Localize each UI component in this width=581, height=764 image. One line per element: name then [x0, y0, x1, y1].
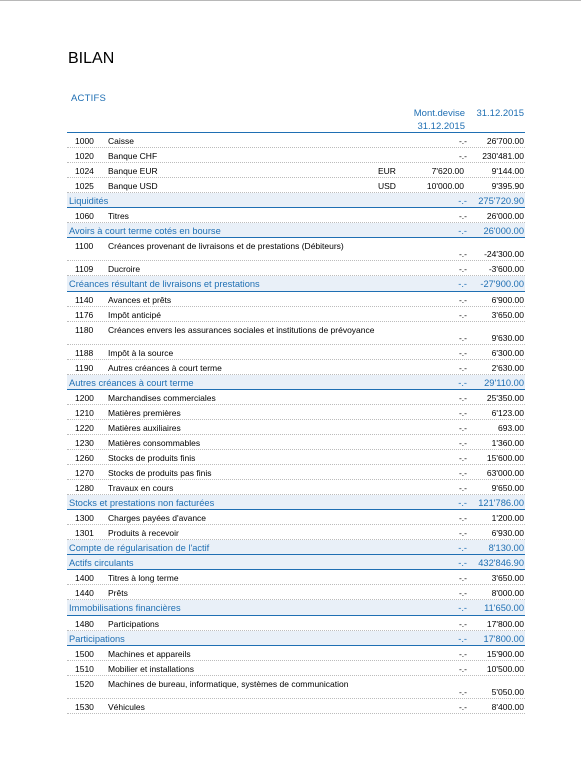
- subtotal-row: [67, 631, 525, 646]
- account-name: Avances et prêts: [108, 294, 172, 305]
- account-dash: -.-: [458, 513, 467, 523]
- subtotal-amount: 11'650.00: [484, 603, 524, 614]
- account-code: 1220: [75, 422, 94, 433]
- account-row: [67, 570, 525, 585]
- account-name: Banque USD: [108, 181, 158, 191]
- subtotal-row: [67, 193, 525, 208]
- account-row: [67, 208, 525, 223]
- account-row: [67, 616, 525, 631]
- account-dash: -.-: [458, 422, 467, 433]
- account-dash: -.-: [458, 294, 467, 305]
- account-row: [67, 435, 525, 450]
- subtotal-dash: -.-: [458, 543, 467, 553]
- subtotal-dash: -.-: [458, 558, 467, 569]
- account-row: [67, 163, 525, 178]
- account-code: 1300: [75, 513, 94, 523]
- header-devise: [380, 107, 465, 133]
- subtotal-label: Autres créances à court terme: [69, 377, 194, 388]
- account-name: Matières consommables: [108, 437, 201, 448]
- account-code: 1025: [75, 181, 94, 191]
- account-dash: -.-: [458, 347, 467, 358]
- account-row: [67, 292, 525, 307]
- account-amount: 8'000.00: [491, 588, 524, 599]
- subtotal-amount: -27'900.00: [480, 279, 524, 290]
- account-code: 1200: [75, 392, 94, 403]
- account-dash: -.-: [458, 362, 467, 373]
- account-dash: -.-: [458, 663, 467, 674]
- account-amount: -24'300.00: [484, 249, 524, 260]
- account-code: 1060: [75, 211, 94, 222]
- subtotal-dash: -.-: [458, 196, 467, 206]
- account-name: Machines de bureau, informatique, systèmes de communication: [108, 678, 349, 689]
- account-amount: 6'123.00: [491, 407, 524, 418]
- subtotal-label: Actifs circulants: [69, 558, 134, 569]
- account-code: 1400: [75, 573, 94, 584]
- account-name: Impôt à la source: [108, 347, 174, 358]
- subtotal-row: [67, 540, 525, 555]
- subtotal-label: Participations: [69, 633, 125, 644]
- account-row: [67, 450, 525, 465]
- account-currency: EUR: [378, 166, 396, 176]
- account-code: 1270: [75, 467, 94, 478]
- account-foreign-amount: 10'000.00: [426, 181, 464, 191]
- account-row: [67, 646, 525, 661]
- subtotal-row: [67, 223, 525, 238]
- account-name: Titres: [108, 211, 129, 222]
- account-amount: 1'360.00: [491, 437, 524, 448]
- subtotal-label: Créances résultant de livraisons et prestations: [69, 279, 260, 290]
- account-name: Stocks de produits finis: [108, 452, 196, 463]
- account-dash: -.-: [458, 467, 467, 478]
- account-row: [67, 405, 525, 420]
- account-row: [67, 465, 525, 480]
- subtotal-row: [67, 555, 525, 570]
- account-dash: -.-: [458, 151, 467, 161]
- account-dash: -.-: [458, 573, 467, 584]
- subtotal-dash: -.-: [458, 279, 467, 290]
- account-code: 1188: [75, 347, 94, 358]
- account-name: Produits à recevoir: [108, 528, 179, 538]
- subtotal-row: [67, 276, 525, 291]
- account-name: Créances envers les assurances sociales et institutions de prévoyance: [108, 324, 375, 335]
- account-code: 1510: [75, 663, 94, 674]
- account-code: 1480: [75, 618, 94, 629]
- account-dash: -.-: [458, 618, 467, 629]
- account-row: [67, 510, 525, 525]
- page-title: BILAN: [68, 50, 115, 67]
- account-name: Stocks de produits pas finis: [108, 467, 212, 478]
- account-dash: -.-: [458, 686, 467, 697]
- account-dash: -.-: [458, 407, 467, 418]
- account-dash: -.-: [458, 482, 467, 493]
- account-amount: 63'000.00: [486, 467, 524, 478]
- account-name: Banque EUR: [108, 166, 158, 176]
- account-row: [67, 360, 525, 375]
- account-row: [67, 585, 525, 600]
- account-dash: -.-: [458, 309, 467, 320]
- account-row: [67, 420, 525, 435]
- account-name: Mobilier et installations: [108, 663, 194, 674]
- account-dash: -.-: [458, 588, 467, 599]
- subtotal-dash: -.-: [458, 633, 467, 644]
- account-dash: -.-: [458, 249, 467, 260]
- account-code: 1230: [75, 437, 94, 448]
- account-amount: 9'650.00: [491, 482, 524, 493]
- section-title: ACTIFS: [71, 93, 106, 104]
- account-dash: -.-: [458, 701, 467, 712]
- account-amount: 6'300.00: [491, 347, 524, 358]
- account-row: [67, 238, 525, 261]
- subtotal-label: Avoirs à court terme cotés en bourse: [69, 226, 221, 237]
- subtotal-amount: 17'800.00: [483, 633, 524, 644]
- subtotal-row: [67, 375, 525, 390]
- account-foreign-amount: 7'620.00: [431, 166, 464, 176]
- account-dash: -.-: [458, 392, 467, 403]
- account-name: Autres créances à court terme: [108, 362, 222, 373]
- account-row: [67, 390, 525, 405]
- account-amount: 693.00: [498, 422, 524, 433]
- subtotal-dash: -.-: [458, 497, 467, 508]
- account-amount: 3'650.00: [491, 309, 524, 320]
- account-code: 1280: [75, 482, 94, 493]
- subtotal-amount: 432'846.90: [478, 558, 524, 569]
- account-dash: -.-: [458, 437, 467, 448]
- account-code: 1176: [75, 309, 94, 320]
- subtotal-dash: -.-: [458, 377, 467, 388]
- subtotal-label: Compte de régularisation de l'actif: [69, 543, 210, 553]
- account-name: Participations: [108, 618, 160, 629]
- account-amount: 230'481.00: [482, 151, 524, 161]
- account-amount: 10'500.00: [486, 663, 524, 674]
- account-amount: 17'800.00: [486, 618, 524, 629]
- subtotal-label: Liquidités: [69, 196, 109, 206]
- account-code: 1024: [75, 166, 94, 176]
- account-row: [67, 345, 525, 360]
- subtotal-amount: 29'110.00: [484, 377, 524, 388]
- account-name: Matières auxiliaires: [108, 422, 181, 433]
- account-amount: 9'395.90: [491, 181, 524, 191]
- account-row: [67, 661, 525, 676]
- account-amount: 15'900.00: [486, 648, 524, 659]
- account-name: Charges payées d'avance: [108, 513, 207, 523]
- account-amount: 26'700.00: [486, 136, 524, 146]
- account-name: Machines et appareils: [108, 648, 191, 659]
- subtotal-amount: 26'000.00: [483, 226, 524, 237]
- account-row: [67, 676, 525, 699]
- account-code: 1530: [75, 701, 94, 712]
- account-code: 1210: [75, 407, 94, 418]
- account-dash: -.-: [458, 332, 467, 343]
- account-dash: -.-: [458, 264, 467, 275]
- account-code: 1520: [75, 678, 94, 689]
- subtotal-row: [67, 600, 525, 615]
- subtotal-dash: -.-: [458, 226, 467, 237]
- account-amount: 3'650.00: [491, 573, 524, 584]
- account-code: 1109: [75, 264, 94, 275]
- account-code: 1140: [75, 294, 94, 305]
- account-dash: -.-: [458, 648, 467, 659]
- account-code: 1020: [75, 151, 94, 161]
- account-dash: -.-: [458, 452, 467, 463]
- account-amount: 25'350.00: [486, 392, 524, 403]
- account-row: [67, 322, 525, 345]
- account-dash: -.-: [458, 136, 467, 146]
- account-row: [67, 178, 525, 193]
- account-amount: 1'200.00: [491, 513, 524, 523]
- account-code: 1180: [75, 324, 94, 335]
- account-row: [67, 480, 525, 495]
- subtotal-label: Immobilisations financières: [69, 603, 181, 614]
- account-amount: 2'630.00: [491, 362, 524, 373]
- account-amount: 6'930.00: [491, 528, 524, 538]
- account-code: 1500: [75, 648, 94, 659]
- account-code: 1000: [75, 136, 94, 146]
- account-name: Titres à long terme: [108, 573, 179, 584]
- account-name: Matières premières: [108, 407, 181, 418]
- header-devise-date: 31.12.2015: [417, 121, 465, 132]
- account-dash: -.-: [458, 528, 467, 538]
- account-name: Caisse: [108, 136, 134, 146]
- account-row: [67, 148, 525, 163]
- top-border: [0, 0, 581, 1]
- account-amount: 15'600.00: [486, 452, 524, 463]
- account-name: Véhicules: [108, 701, 145, 712]
- account-amount: 6'900.00: [491, 294, 524, 305]
- account-name: Créances provenant de livraisons et de prestations (Débiteurs): [108, 241, 344, 252]
- account-name: Prêts: [108, 588, 128, 599]
- account-name: Banque CHF: [108, 151, 158, 161]
- header-devise-label: Mont.devise: [413, 108, 465, 119]
- account-amount: 5'050.00: [491, 686, 524, 697]
- account-row: [67, 307, 525, 322]
- account-currency: USD: [378, 181, 396, 191]
- account-amount: -3'600.00: [488, 264, 524, 275]
- account-code: 1190: [75, 362, 94, 373]
- account-row: [67, 261, 525, 276]
- account-code: 1260: [75, 452, 94, 463]
- account-code: 1440: [75, 588, 94, 599]
- subtotal-dash: -.-: [458, 603, 467, 614]
- account-row: [67, 525, 525, 540]
- header-date: 31.12.2015: [476, 108, 524, 119]
- account-code: 1301: [75, 528, 94, 538]
- subtotal-amount: 275'720.90: [478, 196, 524, 206]
- account-name: Impôt anticipé: [108, 309, 161, 320]
- account-amount: 8'400.00: [491, 701, 524, 712]
- account-amount: 9'144.00: [491, 166, 524, 176]
- account-code: 1100: [75, 241, 94, 252]
- subtotal-amount: 8'130.00: [488, 543, 524, 553]
- account-row: [67, 699, 525, 714]
- account-dash: -.-: [458, 211, 467, 222]
- subtotal-label: Stocks et prestations non facturées: [69, 497, 215, 508]
- account-name: Ducroire: [108, 264, 141, 275]
- account-row: [67, 133, 525, 148]
- account-name: Marchandises commerciales: [108, 392, 216, 403]
- subtotal-row: [67, 495, 525, 510]
- account-amount: 26'000.00: [486, 211, 524, 222]
- subtotal-amount: 121'786.00: [478, 497, 524, 508]
- account-amount: 9'630.00: [491, 332, 524, 343]
- account-name: Travaux en cours: [108, 482, 174, 493]
